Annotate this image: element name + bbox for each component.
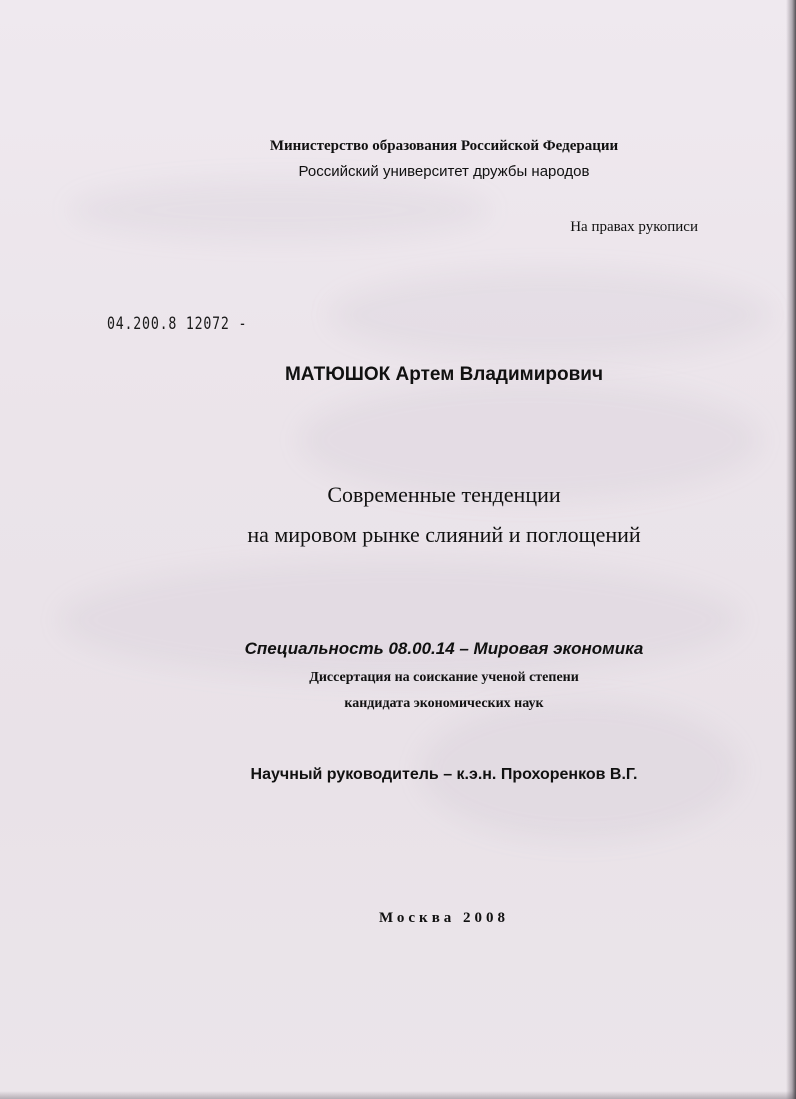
thesis-title-line-2: на мировом рынке слияний и поглощений — [247, 522, 641, 547]
ministry-heading: Министерство образования Российской Федерации — [269, 138, 619, 154]
dissertation-degree-line-1: Диссертация на соискание ученой степени — [309, 670, 579, 685]
university-name: Российский университет дружбы народов — [298, 163, 590, 180]
scan-edge-shadow-bottom — [0, 1091, 796, 1099]
scan-smudge — [330, 270, 770, 360]
city-year: Москва 2008 — [378, 910, 510, 926]
specialty-line: Специальность 08.00.14 – Мировая экономика — [244, 639, 644, 658]
author-name: МАТЮШОК Артем Владимирович — [284, 364, 604, 385]
registration-stamp-number: 04.200.8 12072 - — [107, 314, 248, 334]
manuscript-rights-note: На правах рукописи — [570, 219, 698, 235]
scientific-advisor: Научный руководитель – к.э.н. Прохоренков В.Г. — [250, 766, 638, 783]
dissertation-degree-line-2: кандидата экономических наук — [344, 696, 544, 711]
scan-smudge — [60, 560, 740, 680]
thesis-title-line-1: Современные тенденции — [327, 482, 561, 507]
scan-edge-shadow — [786, 0, 796, 1099]
